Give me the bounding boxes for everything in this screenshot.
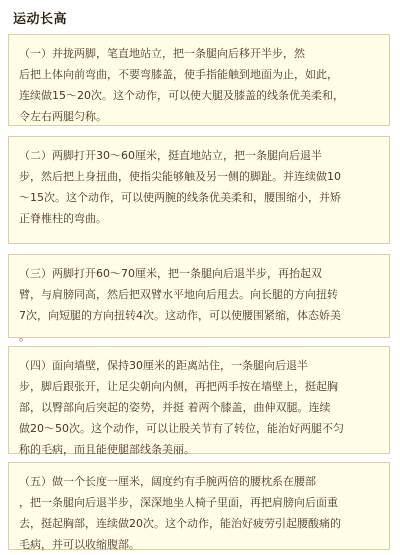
- exercise-section-5: [8, 462, 390, 550]
- section-5-line-3: 去，挺起胸部，连续做20次。这个动作，能治好疲劳引起腰酸痛的: [19, 517, 341, 530]
- exercise-section-3: [8, 254, 390, 343]
- section-3-line-2: 臂，与肩膀同高，然后把双臂水平地向后甩去。向长腿的方向扭转: [19, 288, 338, 301]
- section-1-line-1: （一）并拢两脚，笔直地站立，把一条腿向后移开半步，然: [19, 47, 305, 60]
- section-4-line-3: 部，以臀部向后突起的姿势，并挺 着两个膝盖，曲伸双腿。连续: [19, 401, 331, 414]
- section-4-line-5: 称的毛病，而且能使腿部线条美丽。: [19, 443, 195, 456]
- section-4-line-2: 步，脚后跟张开，让足尖朝向内侧，再把两手按在墙壁上，挺起胸: [19, 380, 338, 393]
- section-4-line-1: （四）面向墙壁，保持30厘米的距离站住，一条腿向后退半: [19, 359, 308, 372]
- section-2-line-2: 步，然后把上身扭曲，使指尖能够触及另一侧的脚趾。并连续做10: [19, 170, 341, 183]
- section-1-line-3: 连续做15～20次。这个动作，可以使大腿及膝盖的线条优美柔和，: [19, 89, 344, 102]
- section-2-line-4: 正脊椎柱的弯曲。: [19, 212, 107, 225]
- section-3-line-1: （三）两脚打开60～70厘米，把一条腿向后退半步，再抬起双: [19, 267, 322, 280]
- exercise-section-2: [8, 136, 390, 244]
- section-3-line-3: 7次，向短腿的方向扭转4次。这动作，可以使腰围紧缩，体态娇美: [19, 309, 341, 322]
- section-1-line-4: 令左右两腿匀称。: [19, 110, 107, 123]
- section-5-line-2: ，把一条腿向后退半步，深深地坐人椅子里面，再把肩膀向后面重: [19, 496, 338, 509]
- section-2-line-1: （二）两脚打开30～60厘米，挺直地站立，把一条腿向后退半: [19, 149, 322, 162]
- exercise-section-1: [8, 34, 390, 126]
- section-3-line-4: 。: [19, 330, 30, 343]
- exercise-section-4: [8, 346, 390, 454]
- section-1-line-2: 后把上体向前弯曲，不要弯膝盖，使手指能触到地面为止，如此，: [19, 68, 338, 81]
- section-4-line-4: 做20～50次。这个动作，可以让股关节有了转位，能治好两腿不匀: [19, 422, 344, 435]
- section-5-line-4: 毛病，并可以收缩腹部。: [19, 538, 140, 551]
- section-5-line-1: （五）做一个长度一厘米，阔度约有手腕两倍的腰枕系在腰部: [19, 475, 316, 488]
- section-2-line-3: ～15次。这个动作，可以使两腕的线条优美柔和，腰围缩小，并矫: [19, 191, 341, 204]
- article-title: 运动长高: [13, 12, 68, 27]
